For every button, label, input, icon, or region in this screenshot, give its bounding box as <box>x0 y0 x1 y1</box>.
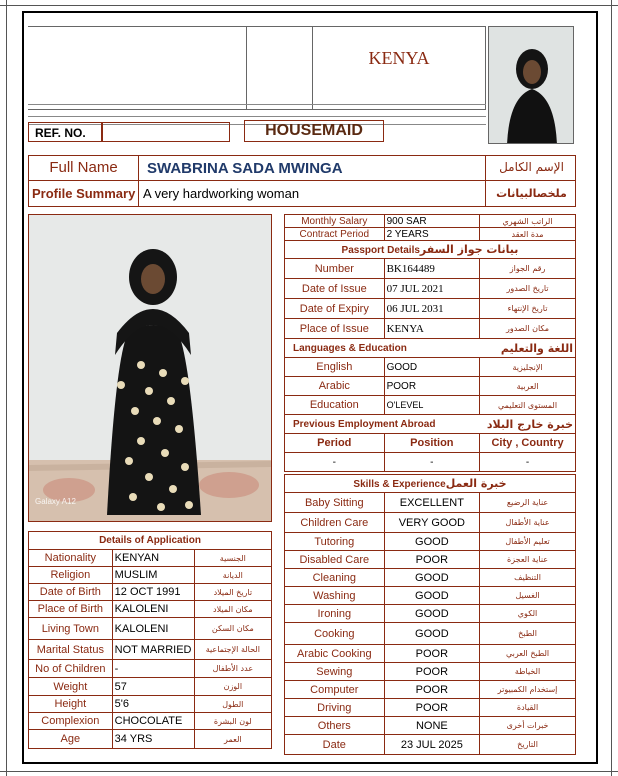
skill-value: NONE <box>384 717 480 735</box>
skill-label-ar: القيادة <box>480 699 576 717</box>
issue-place-label-ar: مكان الصدور <box>480 319 576 339</box>
application-row <box>29 618 272 640</box>
arabic-label: Arabic <box>285 377 385 396</box>
skills-section-header <box>285 475 576 493</box>
skill-value: POOR <box>384 663 480 681</box>
application-label: Age <box>29 730 113 749</box>
city-country-header: City , Country <box>480 434 576 453</box>
skill-label: Cleaning <box>285 569 385 587</box>
application-label: Marital Status <box>29 640 113 660</box>
position-text: HOUSEMAID <box>265 122 363 139</box>
skill-value: GOOD <box>384 605 480 623</box>
expiry-date-value: 06 JUL 2031 <box>384 299 480 319</box>
arabic-label-ar: العربية <box>480 377 576 396</box>
skill-label: Ironing <box>285 605 385 623</box>
skill-label-ar: التاريخ <box>480 735 576 755</box>
application-label-ar: عدد الأطفال <box>194 660 271 678</box>
application-row <box>29 660 272 678</box>
skill-label-ar: عناية الأطفال <box>480 513 576 533</box>
application-table <box>28 531 272 749</box>
profile-summary-label: Profile Summary <box>32 186 136 201</box>
languages-section-header <box>285 339 480 358</box>
skill-value: VERY GOOD <box>384 513 480 533</box>
skill-label: Washing <box>285 587 385 605</box>
skill-row <box>285 587 576 605</box>
application-label: Complexion <box>29 713 113 730</box>
skill-label-ar: الغسيل <box>480 587 576 605</box>
employment-title: Previous Employment Abroad <box>293 418 436 430</box>
employment-position-cell: - <box>384 453 480 472</box>
issue-place-value: KENYA <box>384 319 480 339</box>
portrait-figure <box>489 27 574 144</box>
skill-row <box>285 717 576 735</box>
skill-row <box>285 513 576 533</box>
application-value: MUSLIM <box>112 567 194 584</box>
application-value: KALOLENI <box>112 601 194 618</box>
skill-row <box>285 681 576 699</box>
position-header: Position <box>384 434 480 453</box>
expiry-date-label-ar: تاريخ الإنتهاء <box>480 299 576 319</box>
languages-title-ar: اللغة والتعليم <box>480 339 576 358</box>
ref-label-text: REF. NO. <box>35 126 86 140</box>
english-label-ar: الإنجليزية <box>480 358 576 377</box>
skill-label-ar: عناية الرضيع <box>480 493 576 513</box>
ref-number-field[interactable] <box>102 122 230 142</box>
passport-number-value: BK164489 <box>384 259 480 279</box>
skill-row <box>285 699 576 717</box>
skill-value: POOR <box>384 551 480 569</box>
application-label-ar: الجنسية <box>194 550 271 567</box>
application-value: - <box>112 660 194 678</box>
employment-city-cell: - <box>480 453 576 472</box>
skill-label: Cooking <box>285 623 385 645</box>
skill-value: GOOD <box>384 623 480 645</box>
skill-row <box>285 569 576 587</box>
salary-label-ar: الراتب الشهري <box>480 215 576 228</box>
skill-value: GOOD <box>384 587 480 605</box>
skill-value: GOOD <box>384 569 480 587</box>
application-label-ar: الوزن <box>194 678 271 696</box>
skill-label: Computer <box>285 681 385 699</box>
passport-title-ar: بيانات جواز السفر <box>419 243 519 256</box>
ref-label <box>28 122 102 142</box>
skill-row <box>285 623 576 645</box>
application-row <box>29 696 272 713</box>
application-row <box>29 678 272 696</box>
application-row <box>29 601 272 618</box>
education-label: Education <box>285 396 385 415</box>
skill-row <box>285 605 576 623</box>
employment-period-cell: - <box>285 453 385 472</box>
application-value: CHOCOLATE <box>112 713 194 730</box>
application-label-ar: الحالة الإجتماعية <box>194 640 271 660</box>
skill-row <box>285 735 576 755</box>
contract-label-ar: مدة العقد <box>480 228 576 241</box>
application-section-header: Details of Application <box>29 532 272 550</box>
application-label: Living Town <box>29 618 113 640</box>
salary-label: Monthly Salary <box>285 215 385 228</box>
application-value: NOT MARRIED <box>112 640 194 660</box>
application-value: 5'6 <box>112 696 194 713</box>
employment-title-ar: خبرة خارج البلاد <box>480 415 576 434</box>
application-label-ar: العمر <box>194 730 271 749</box>
name-row <box>28 155 576 181</box>
country-label: KENYA <box>368 48 430 68</box>
application-label-ar: الطول <box>194 696 271 713</box>
contract-label: Contract Period <box>285 228 385 241</box>
salary-value: 900 SAR <box>384 215 480 228</box>
skills-title: Skills & Experience <box>353 479 446 490</box>
skill-label: Driving <box>285 699 385 717</box>
application-label-ar: مكان الميلاد <box>194 601 271 618</box>
right-details-table <box>284 214 576 755</box>
application-label: Place of Birth <box>29 601 113 618</box>
skill-label: Baby Sitting <box>285 493 385 513</box>
languages-title: Languages & Education <box>293 342 407 354</box>
contract-value: 2 YEARS <box>384 228 480 241</box>
application-value: 57 <box>112 678 194 696</box>
passport-photo <box>488 26 574 144</box>
application-value: 12 OCT 1991 <box>112 584 194 601</box>
skill-row <box>285 533 576 551</box>
issue-date-label-ar: تاريخ الصدور <box>480 279 576 299</box>
skill-value: POOR <box>384 645 480 663</box>
application-label-ar: مكان السكن <box>194 618 271 640</box>
passport-title: Passport Details <box>341 245 420 256</box>
application-value: KALOLENI <box>112 618 194 640</box>
skill-label-ar: تعليم الأطفال <box>480 533 576 551</box>
passport-section-header <box>285 241 576 259</box>
skill-value: POOR <box>384 681 480 699</box>
profile-summary-label-ar: ملخصالبيانات <box>496 187 567 200</box>
period-header: Period <box>285 434 385 453</box>
skill-label: Sewing <box>285 663 385 681</box>
skill-value: 23 JUL 2025 <box>384 735 480 755</box>
issue-date-value: 07 JUL 2021 <box>384 279 480 299</box>
summary-row <box>28 181 576 207</box>
english-value: GOOD <box>384 358 480 377</box>
application-row <box>29 550 272 567</box>
skill-label-ar: إستخدام الكمبيوتر <box>480 681 576 699</box>
full-name-label: Full Name <box>49 159 118 176</box>
skill-label: Others <box>285 717 385 735</box>
application-row <box>29 713 272 730</box>
application-label: Weight <box>29 678 113 696</box>
application-value: KENYAN <box>112 550 194 567</box>
skills-title-ar: خبرة العمل <box>445 477 507 490</box>
issue-date-label: Date of Issue <box>285 279 385 299</box>
skill-label-ar: التنظيف <box>480 569 576 587</box>
skills-rows <box>285 493 576 755</box>
issue-place-label: Place of Issue <box>285 319 385 339</box>
application-row <box>29 730 272 749</box>
application-label-ar: لون البشرة <box>194 713 271 730</box>
profile-summary-value: A very hardworking woman <box>143 186 300 201</box>
skill-row <box>285 663 576 681</box>
application-rows <box>29 550 272 749</box>
application-label: Height <box>29 696 113 713</box>
skill-label: Disabled Care <box>285 551 385 569</box>
full-name-label-ar: الإسم الكامل <box>499 160 564 174</box>
skill-label-ar: الكوي <box>480 605 576 623</box>
application-label-ar: الديانة <box>194 567 271 584</box>
skill-label-ar: عناية العجزة <box>480 551 576 569</box>
application-label: Religion <box>29 567 113 584</box>
skill-label: Children Care <box>285 513 385 533</box>
skill-row <box>285 493 576 513</box>
full-body-photo <box>28 214 272 522</box>
skill-label: Arabic Cooking <box>285 645 385 663</box>
arabic-value: POOR <box>384 377 480 396</box>
full-name-value: SWABRINA SADA MWINGA <box>147 160 343 177</box>
application-value: 34 YRS <box>112 730 194 749</box>
application-label: Date of Birth <box>29 584 113 601</box>
application-row <box>29 640 272 660</box>
photo-watermark: Galaxy A12 <box>35 497 76 506</box>
application-row <box>29 567 272 584</box>
application-label: No of Children <box>29 660 113 678</box>
skill-label-ar: الخياطة <box>480 663 576 681</box>
skill-row <box>285 645 576 663</box>
skill-value: POOR <box>384 699 480 717</box>
expiry-date-label: Date of Expiry <box>285 299 385 319</box>
skill-row <box>285 551 576 569</box>
passport-number-label: Number <box>285 259 385 279</box>
skill-value: GOOD <box>384 533 480 551</box>
application-row <box>29 584 272 601</box>
skill-label-ar: خبرات أخرى <box>480 717 576 735</box>
education-value: O'LEVEL <box>384 396 480 415</box>
skill-label: Date <box>285 735 385 755</box>
full-body-figure <box>29 215 272 522</box>
skill-label: Tutoring <box>285 533 385 551</box>
application-label-ar: تاريخ الميلاد <box>194 584 271 601</box>
skill-value: EXCELLENT <box>384 493 480 513</box>
skill-label-ar: الطبخ <box>480 623 576 645</box>
employment-section-header <box>285 415 480 434</box>
position-badge <box>244 120 384 142</box>
education-label-ar: المستوى التعليمي <box>480 396 576 415</box>
english-label: English <box>285 358 385 377</box>
application-label: Nationality <box>29 550 113 567</box>
skill-label-ar: الطبخ العربي <box>480 645 576 663</box>
passport-number-label-ar: رقم الجواز <box>480 259 576 279</box>
